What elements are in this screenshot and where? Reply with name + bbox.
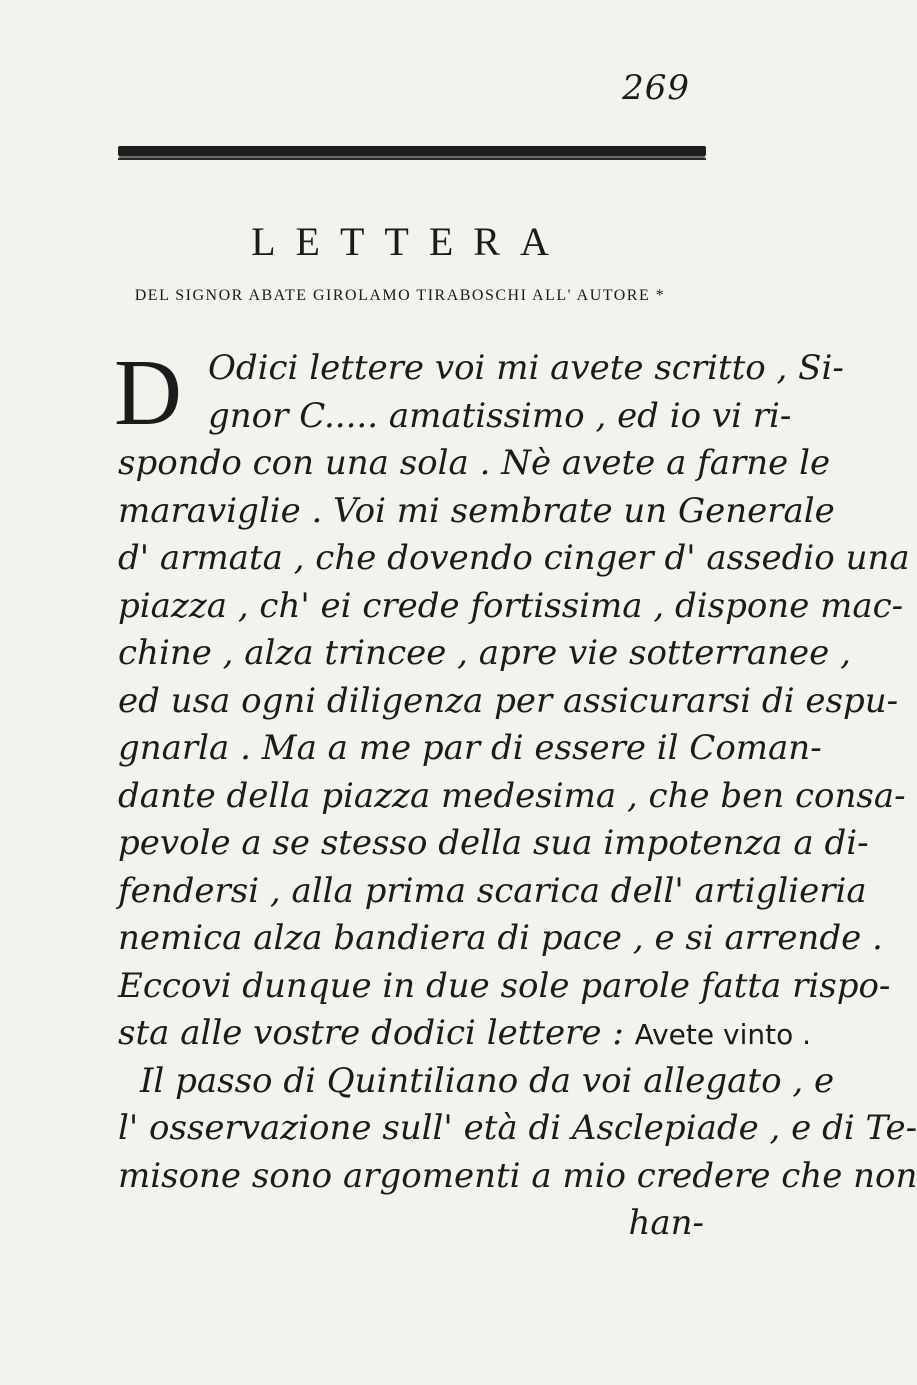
letter-body	[118, 345, 917, 1248]
text-line-with-roman	[118, 1010, 812, 1058]
text-line: gnarla . Ma a me par di essere il Coman-	[118, 728, 822, 768]
text-line: Odici lettere voi mi avete scritto , Si-	[208, 348, 844, 388]
text-line: fendersi , alla prima scarica dell' artiglieria	[118, 870, 867, 911]
text-line: ed usa ogni diligenza per assicurarsi di espu-	[118, 680, 899, 721]
ornamental-rule	[118, 146, 706, 156]
text-line: l' osservazione sull' età di Asclepiade , e di Te-	[118, 1108, 917, 1148]
text-line: chine , alza trincee , apre vie sotterranee ,	[118, 633, 851, 673]
letter-subtitle: DEL SIGNOR ABATE GIROLAMO TIRABOSCHI ALL' AUTORE *	[134, 287, 666, 304]
text-line: gnor C..... amatissimo , ed io vi ri-	[208, 395, 792, 436]
drop-cap: D	[114, 341, 182, 445]
text-line: piazza , ch' ei crede fortissima , dispone mac-	[118, 585, 904, 626]
page-number: 269	[622, 68, 690, 108]
roman-phrase: Avete vinto .	[634, 1018, 812, 1051]
text-line: nemica alza bandiera di pace , e si arrende .	[118, 918, 883, 958]
text-line: maraviglie . Voi mi sembrate un Generale	[118, 490, 835, 531]
text-line: Eccovi dunque in due sole parole fatta rispo-	[118, 965, 891, 1006]
text-line: Il passo di Quintiliano da voi allegato , e	[140, 1060, 835, 1101]
text-line: dante della piazza medesima , che ben consa-	[118, 775, 906, 816]
text-line: spondo con una sola . Nè avete a farne le	[118, 443, 831, 483]
letter-title: LETTERA	[251, 219, 569, 264]
text-line: pevole a se stesso della sua impotenza a di-	[118, 823, 869, 863]
text-line-italic: sta alle vostre dodici lettere :	[118, 1013, 635, 1053]
catchword: han-	[628, 1203, 704, 1243]
text-line: d' armata , che dovendo cinger d' assedio una	[118, 538, 910, 578]
text-line: misone sono argomenti a mio credere che non	[118, 1155, 917, 1196]
